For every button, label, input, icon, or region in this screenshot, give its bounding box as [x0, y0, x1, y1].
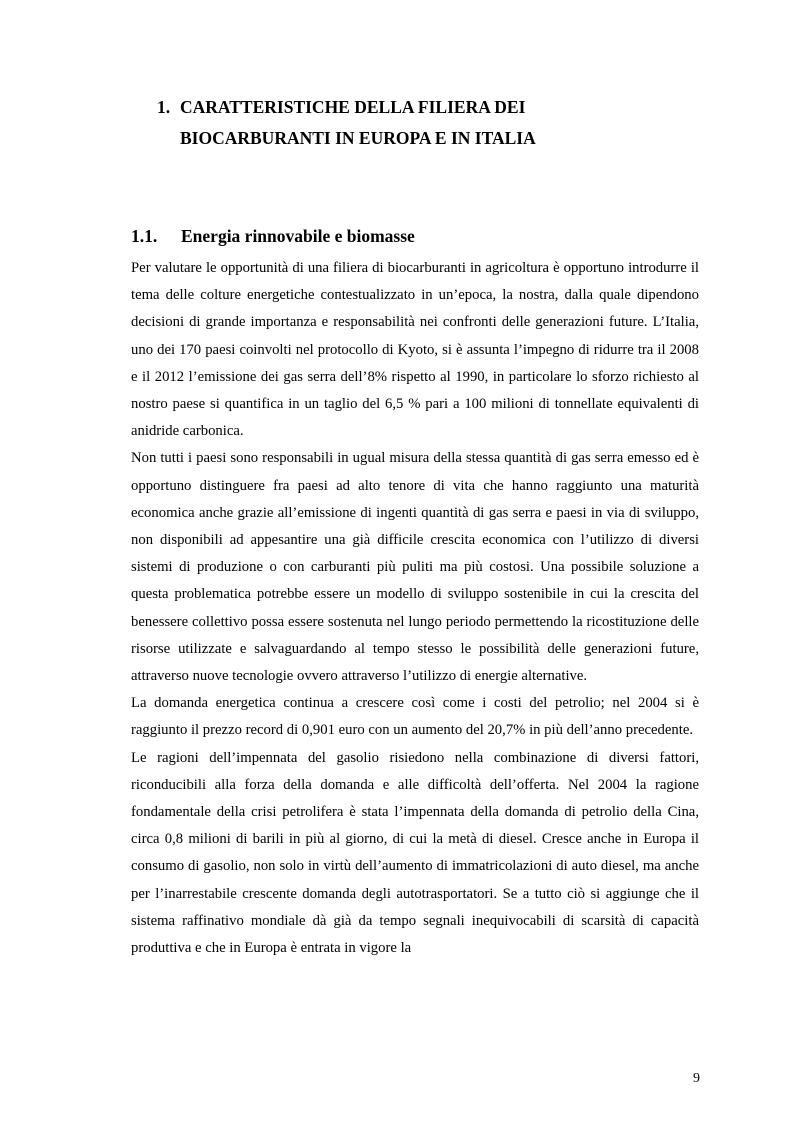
chapter-title-text1: CARATTERISTICHE DELLA FILIERA DEI [180, 97, 526, 117]
paragraph-4: Le ragioni dell’impennata del gasolio risiedono nella combinazione di diversi fattori, riconducibili alla forza della domanda e alle difficoltà dell’offerta. Nel 2004 la ragione fondamentale della crisi petrolifera è stata l’impennata della domanda di petrolio della Cina, circa 0,8 milioni di barili in più al giorno, di cui la metà di diesel. Cresce anche in Europa il consumo di gasolio, non solo in virtù dell’aumento di immatricolazioni di auto diesel, ma anche per l’inarrestabile crescente domanda degli autotrasportatori. Se a tutto ciò si aggiunge che il sistema raffinativo mondiale dà già da tempo segnali inequivocabili di scarsità di capacità produttiva e che in Europa è entrata in vigore la [131, 749, 699, 957]
chapter-title-line1 [157, 92, 717, 123]
body-text [131, 255, 699, 962]
section-title: Energia rinnovabile e biomasse [181, 226, 415, 246]
section-number: 1.1. [131, 226, 158, 246]
page-number: 9 [693, 1071, 700, 1086]
paragraph-3: La domanda energetica continua a crescere così come i costi del petrolio; nel 2004 si è raggiunto il prezzo record di 0,901 euro con un aumento del 20,7% in più dell’anno precedente. [131, 695, 699, 739]
paragraph-2: Non tutti i paesi sono responsabili in ugual misura della stessa quantità di gas serra emesso ed è opportuno distinguere fra paesi ad alto tenore di vita che hanno raggiunto una maturità economica anche grazie all’emissione di ingenti quantità di gas serra e paesi in via di sviluppo, non disponibili ad appesantire una già difficile crescita economica con l’utilizzo di diversi sistemi di produzione o con carburanti più puliti ma più costosi. Una possibile soluzione a questa problematica potrebbe essere un modello di sviluppo sostenibile in cui la crescita del benessere collettivo possa essere sostenuta nel lungo periodo permettendo la ricostituzione delle risorse utilizzate e salvaguardando al tempo stesso le possibilità delle generazioni future, attraverso nuove tecnologie ovvero attraverso l’utilizzo di energie alternative. [131, 450, 699, 685]
chapter-title-line2: BIOCARBURANTI IN EUROPA E IN ITALIA [180, 128, 536, 148]
chapter-heading [157, 92, 717, 154]
chapter-number: 1. [157, 97, 171, 117]
section-heading [131, 224, 415, 248]
paragraph-1: Per valutare le opportunità di una filiera di biocarburanti in agricoltura è opportuno introdurre il tema delle colture energetiche contestualizzato in un’epoca, la nostra, dalla quale dipendono decisioni di grande importanza e responsabilità nei confronti delle generazioni future. L’Italia, uno dei 170 paesi coinvolti nel protocollo di Kyoto, si è assunta l’impegno di ridurre tra il 2008 e il 2012 l’emissione dei gas serra dell’8% rispetto al 1990, in particolare lo sforzo richiesto al nostro paese si quantifica in un taglio del 6,5 % pari a 100 milioni di tonnellate equivalenti di anidride carbonica. [131, 260, 699, 440]
